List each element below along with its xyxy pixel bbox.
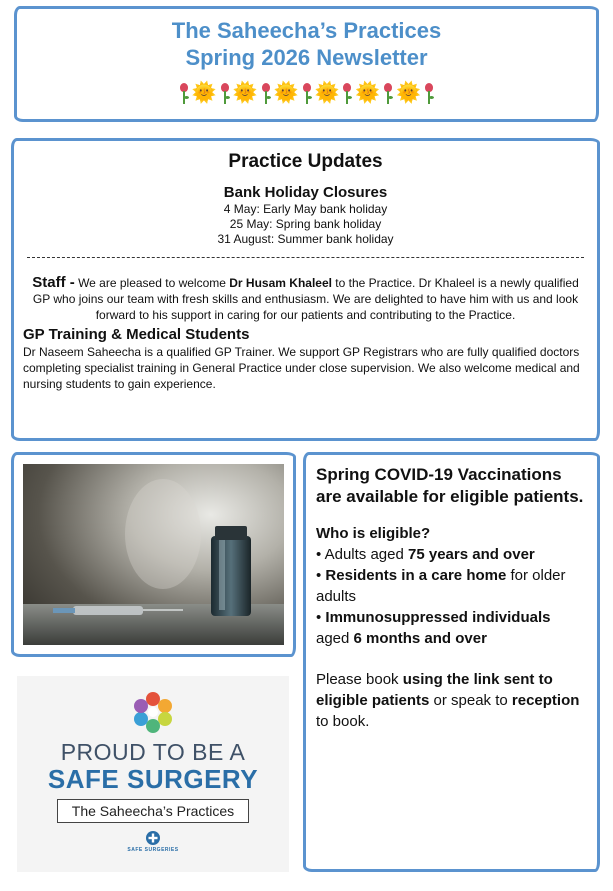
staff-lead: Staff - <box>32 274 75 291</box>
flower-icon <box>383 81 393 105</box>
safe-surgeries-label: SAFE SURGERIES <box>127 847 179 853</box>
flower-icon <box>342 81 352 105</box>
staff-text: We are pleased to welcome <box>74 276 230 290</box>
staff-text: to the Practice. Dr Khaleel is a newly qualified GP who joins our team with fresh skills and enthusiasm. We are delighted to have him with us and look forward to his support in caring for our patients and contributing to the Practice. <box>32 276 579 322</box>
eligibility-emphasis: 75 years and over <box>408 546 535 563</box>
eligibility-text: for older adults <box>316 567 566 605</box>
flower-icon <box>261 81 271 105</box>
flower-icon <box>302 81 312 105</box>
practice-updates-section <box>11 138 600 441</box>
proud-text: PROUD TO BE A <box>60 739 246 765</box>
booking-emphasis: reception <box>511 692 580 709</box>
dashed-divider <box>27 257 584 258</box>
booking-instructions <box>316 669 587 732</box>
eligibility-item <box>316 607 587 649</box>
sun-icon: 🌞 <box>191 82 217 104</box>
covid-heading: Spring COVID-19 Vaccinations are available for eligible patients. <box>316 465 584 506</box>
practice-name-box: The Saheecha’s Practices <box>57 799 249 823</box>
safe-surgery-text: SAFE SURGERY <box>47 764 259 794</box>
sun-icon: 🌞 <box>355 82 381 104</box>
eligibility-item <box>316 565 587 607</box>
booking-text: or speak to <box>429 692 512 709</box>
sun-icon: 🌞 <box>314 82 340 104</box>
booking-text: Please book <box>316 671 403 688</box>
bank-holiday-item: 25 May: Spring bank holiday <box>229 217 382 231</box>
eligibility-text: • <box>316 567 326 584</box>
flower-icon <box>220 81 230 105</box>
gp-training-heading: GP Training & Medical Students <box>23 326 250 343</box>
sun-icon: 🌞 <box>396 82 422 104</box>
covid-vaccination-panel <box>303 452 600 872</box>
flower-icon <box>424 81 434 105</box>
decorative-border-row <box>17 81 596 105</box>
eligibility-heading: Who is eligible? <box>316 525 431 542</box>
newsletter-title <box>17 17 596 71</box>
title-line-1: The Saheecha’s Practices <box>171 18 442 43</box>
safe-surgery-logo-icon <box>131 690 175 734</box>
eligibility-text: • <box>316 609 326 626</box>
eligibility-text: • Adults aged <box>316 546 408 563</box>
sun-icon: 🌞 <box>273 82 299 104</box>
bank-holiday-item: 31 August: Summer bank holiday <box>217 232 394 246</box>
bank-holiday-heading: Bank Holiday Closures <box>223 184 388 201</box>
flower-icon <box>179 81 189 105</box>
bank-holiday-block <box>23 184 588 247</box>
safe-surgery-panel <box>17 676 289 872</box>
gp-training-block <box>23 326 588 392</box>
booking-emphasis: using the link sent to eligible patients <box>316 671 553 709</box>
eligibility-text: aged <box>316 630 354 647</box>
eligibility-emphasis: Immunosuppressed individuals <box>325 609 551 626</box>
vaccine-photo <box>23 464 284 645</box>
eligibility-emphasis: Residents in a care home <box>325 567 507 584</box>
newsletter-header <box>14 6 599 122</box>
bank-holiday-item: 4 May: Early May bank holiday <box>223 202 388 216</box>
sun-icon: 🌞 <box>232 82 258 104</box>
vaccine-photo-frame <box>11 452 296 657</box>
eligibility-emphasis: 6 months and over <box>353 630 487 647</box>
title-line-2: Spring 2026 Newsletter <box>185 45 428 70</box>
section-heading: Practice Updates <box>228 151 383 172</box>
staff-name: Dr Husam Khaleel <box>229 276 332 290</box>
safe-surgeries-small-icon <box>145 830 161 846</box>
gp-training-text: Dr Naseem Saheecha is a qualified GP Trainer. We support GP Registrars who are fully qualified doctors completing specialist training in General Practice under close supervision. We also welcome medical and nursing students to gain experience. <box>23 345 580 391</box>
staff-paragraph <box>23 275 588 323</box>
eligibility-item <box>316 544 587 565</box>
booking-text: to book. <box>316 713 370 730</box>
